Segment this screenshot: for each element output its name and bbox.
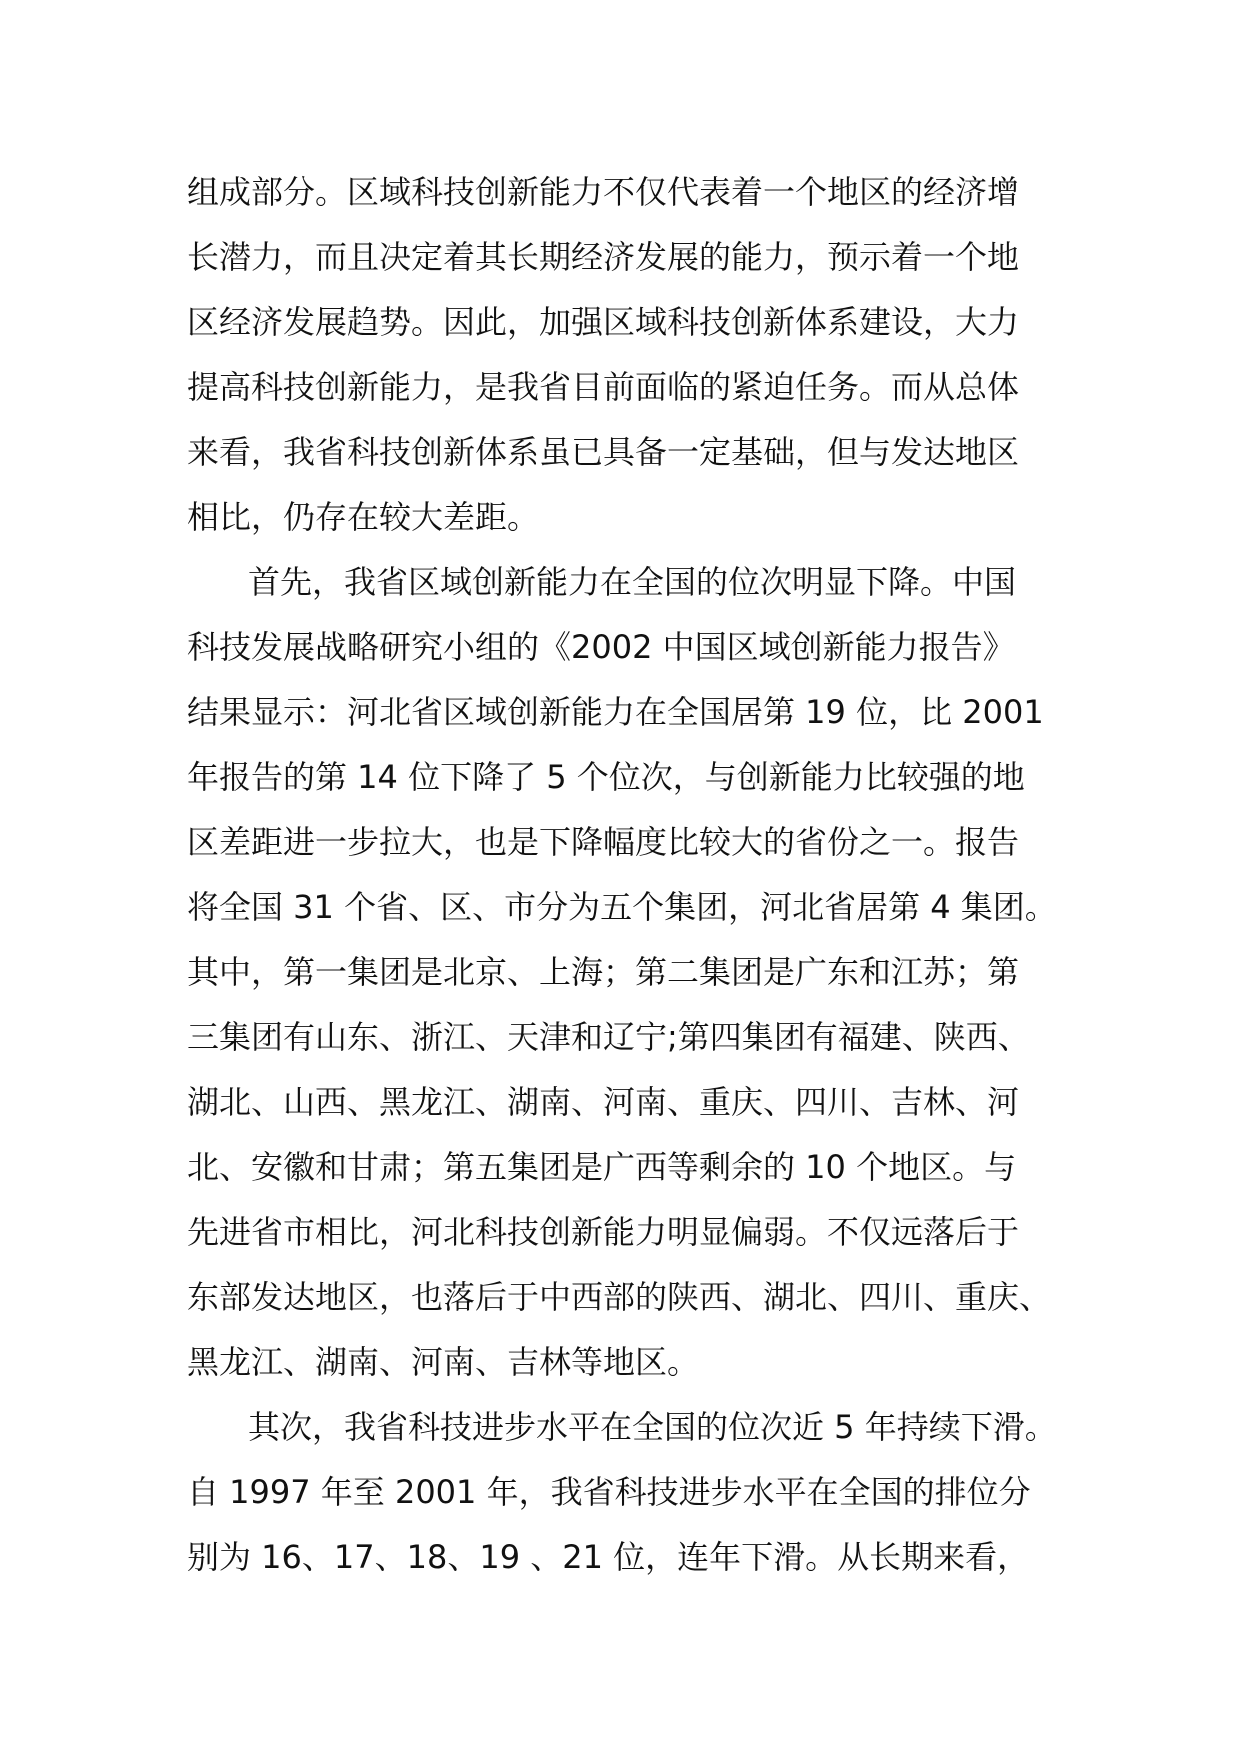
text-line: 年报告的第 14 位下降了 5 个位次，与创新能力比较强的地 (187, 758, 1025, 796)
text-line: 长潜力，而且决定着其长期经济发展的能力，预示着一个地 (187, 238, 1020, 276)
text-line: 三集团有山东、浙江、天津和辽宁;第四集团有福建、陕西、 (187, 1018, 1030, 1056)
text-line: 其中，第一集团是北京、上海；第二集团是广东和江苏；第 (187, 953, 1020, 991)
text-line: 相比，仍存在较大差距。 (187, 498, 540, 536)
text-line: 区经济发展趋势。因此，加强区域科技创新体系建设，大力 (187, 303, 1020, 341)
paragraph-first-line: 其次，我省科技进步水平在全国的位次近 5 年持续下滑。 (248, 1408, 1057, 1446)
text-line: 来看，我省科技创新体系虽已具备一定基础，但与发达地区 (187, 433, 1020, 471)
text-line: 组成部分。区域科技创新能力不仅代表着一个地区的经济增 (187, 173, 1020, 211)
paragraph-first-line: 首先，我省区域创新能力在全国的位次明显下降。中国 (248, 563, 1017, 601)
text-line: 湖北、山西、黑龙江、湖南、河南、重庆、四川、吉林、河 (187, 1083, 1020, 1121)
text-line: 结果显示：河北省区域创新能力在全国居第 19 位，比 2001 (187, 693, 1044, 731)
text-line: 先进省市相比，河北科技创新能力明显偏弱。不仅远落后于 (187, 1213, 1020, 1251)
text-line: 东部发达地区，也落后于中西部的陕西、湖北、四川、重庆、 (187, 1278, 1052, 1316)
text-line: 提高科技创新能力，是我省目前面临的紧迫任务。而从总体 (187, 368, 1020, 406)
text-line: 别为 16、17、18、19 、21 位，连年下滑。从长期来看， (187, 1538, 1030, 1576)
text-line: 科技发展战略研究小组的《2002 中国区域创新能力报告》 (187, 628, 1015, 666)
text-line: 将全国 31 个省、区、市分为五个集团，河北省居第 4 集团。 (187, 888, 1057, 926)
text-line: 黑龙江、湖南、河南、吉林等地区。 (187, 1343, 700, 1381)
text-line: 北、安徽和甘肃；第五集团是广西等剩余的 10 个地区。与 (187, 1148, 1017, 1186)
text-line: 自 1997 年至 2001 年，我省科技进步水平在全国的排位分 (187, 1473, 1031, 1511)
body-text (187, 160, 1057, 1590)
text-line: 区差距进一步拉大，也是下降幅度比较大的省份之一。报告 (187, 823, 1020, 861)
